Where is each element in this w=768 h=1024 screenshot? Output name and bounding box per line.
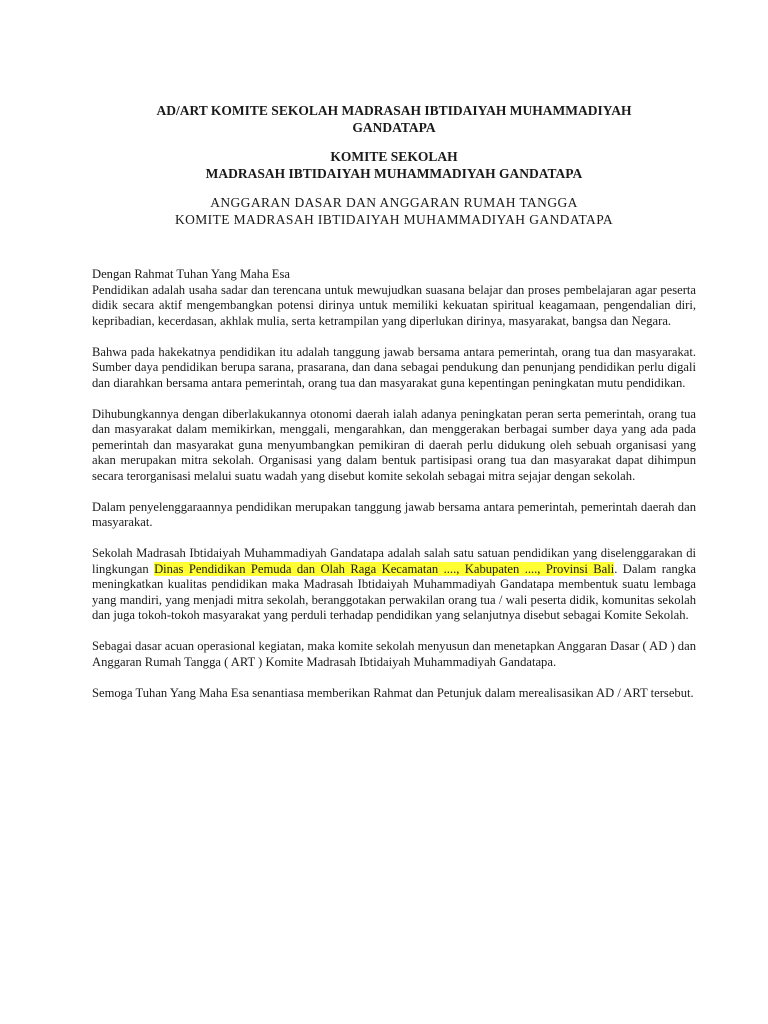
paragraph-6: Sebagai dasar acuan operasional kegiatan, maka komite sekolah menyusun dan menetapkan Anggaran Dasar ( AD ) dan Anggaran Rumah Tangga ( ART ) Komite Madrasah Ibtidaiyah Muhammadiyah Gandatapa. <box>92 639 696 669</box>
paragraph-5-start: Sekolah Madrasah Ibtidaiyah Muhammadiyah Gandatapa adalah salah satu satuan pendidikan yang diselenggarakan di lingkungan <box>92 546 696 576</box>
komite-heading <box>92 148 696 182</box>
paragraph-1: Pendidikan adalah usaha sadar dan terencana untuk mewujudkan suasana belajar dan proses pembelajaran agar peserta didik secara aktif mengembangkan potensi dirinya untuk memiliki kekuatan spiritual keagamaan, pengendalian diri, kepribadian, kecerdasan, akhlak mulia, serta ketrampilan yang diperlukan dirinya, masyarakat, bangsa dan Negara. <box>92 282 696 328</box>
komite-line-2: MADRASAH IBTIDAIYAH MUHAMMADIYAH GANDATAPA <box>205 166 583 181</box>
subtitle-line-2: KOMITE MADRASAH IBTIDAIYAH MUHAMMADIYAH GANDATAPA <box>174 212 614 227</box>
paragraph-3: Dihubungkannya dengan diberlakukannya otonomi daerah ialah adanya peningkatan peran serta pemerintah, orang tua dan masyarakat dalam memikirkan, menggali, mengarahkan, dan menggerakan berbagai sumber daya yang ada pada pemerintah dan masyarakat guna menyumbangkan pemikiran di daerah perlu didukung oleh sebuah organisasi yang akan merupakan mitra sekolah. Organisasi yang dalam bentuk partisipasi orang tua dan masyarakat dapat dihimpun secara terorganisasi melalui suatu wadah yang disebut komite sekolah sebagai mitra sejajar dengan sekolah. <box>92 406 696 483</box>
title-line-1: AD/ART KOMITE SEKOLAH MADRASAH IBTIDAIYAH MUHAMMADIYAH <box>156 103 632 118</box>
komite-line-1: KOMITE SEKOLAH <box>330 149 458 164</box>
paragraph-7: Semoga Tuhan Yang Maha Esa senantiasa memberikan Rahmat dan Petunjuk dalam merealisasikan AD / ART tersebut. <box>92 685 694 700</box>
subtitle <box>92 194 696 228</box>
subtitle-line-1: ANGGARAN DASAR DAN ANGGARAN RUMAH TANGGA <box>210 195 578 210</box>
paragraph-5 <box>92 546 696 624</box>
document-body <box>92 267 696 717</box>
paragraph-2: Bahwa pada hakekatnya pendidikan itu adalah tanggung jawab bersama antara pemerintah, orang tua dan masyarakat. Sumber daya pendidikan berupa sarana, prasarana, dan dana sebagai pendukung dan penunjang pendidikan perlu digali dan diarahkan bersama antara pemerintah, orang tua dan masyarakat guna kepentingan peningkatan mutu pendidikan. <box>92 344 696 390</box>
paragraph-5-end: . Dalam rangka meningkatkan kualitas pendidikan maka Madrasah Ibtidaiyah Muhammadiyah Gandatapa membentuk suatu lembaga yang mandiri, yang menjadi mitra sekolah, beranggotakan perwakilan orang tua / wali peserta didik, komunitas sekolah dan juga tokoh-tokoh masyarakat yang perduli terhadap pendidikan yang selanjutnya disebut sebagai Komite Sekolah. <box>92 561 696 622</box>
highlighted-text: Dinas Pendidikan Pemuda dan Olah Raga Kecamatan ...., Kabupaten ...., Provinsi Bali <box>154 561 615 576</box>
paragraph-4: Dalam penyelenggaraannya pendidikan merupakan tanggung jawab bersama antara pemerintah, pemerintah daerah dan masyarakat. <box>92 499 696 529</box>
greeting: Dengan Rahmat Tuhan Yang Maha Esa <box>92 267 290 281</box>
document-title <box>92 102 696 136</box>
title-line-2: GANDATAPA <box>352 120 436 135</box>
